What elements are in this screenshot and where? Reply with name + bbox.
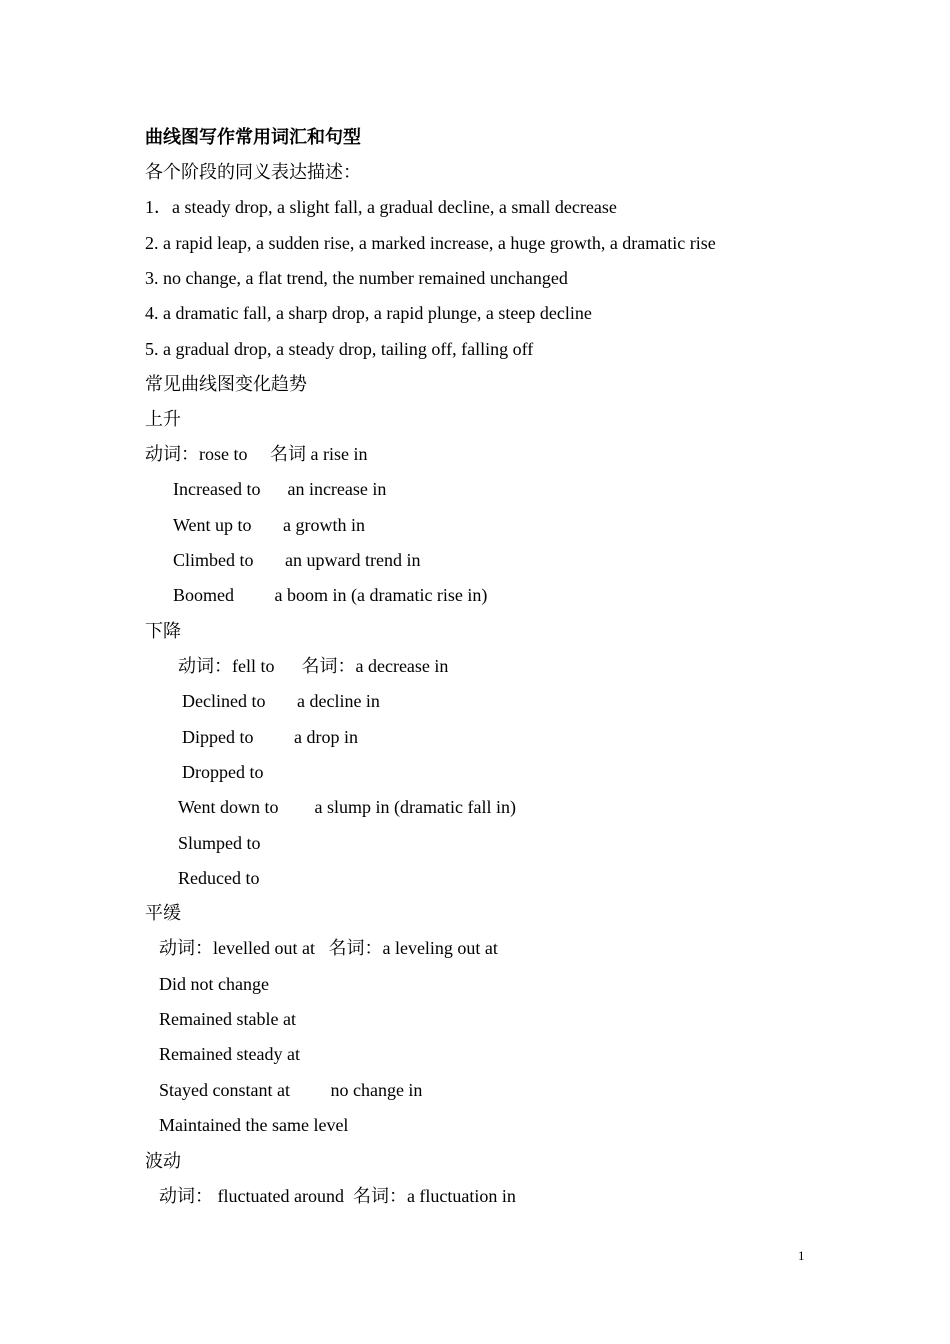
text-line: Went down to a slump in (dramatic fall in): [178, 797, 516, 817]
text-line: Declined to a decline in: [182, 691, 380, 711]
text-line: 3. no change, a flat trend, the number remained unchanged: [145, 268, 568, 288]
text-line: 动词： fluctuated around 名词：a fluctuation in: [159, 1186, 516, 1206]
page-number: 1: [798, 1248, 805, 1263]
section-heading: 常见曲线图变化趋势: [145, 374, 307, 394]
text-line: Remained stable at: [159, 1009, 296, 1029]
text-line: Slumped to: [178, 833, 261, 853]
text-line: Increased to an increase in: [173, 479, 387, 499]
text-line: Maintained the same level: [159, 1115, 349, 1135]
text-line: 1．a steady drop, a slight fall, a gradual decline, a small decrease: [145, 197, 617, 217]
text-line: Stayed constant at no change in: [159, 1080, 423, 1100]
section-heading: 平缓: [145, 903, 181, 923]
text-line: Went up to a growth in: [173, 515, 366, 535]
section-heading: 波动: [145, 1151, 181, 1171]
text-line: 2. a rapid leap, a sudden rise, a marked increase, a huge growth, a dramatic rise: [145, 233, 716, 253]
text-line: 动词：levelled out at 名词：a leveling out at: [159, 938, 498, 958]
text-line: Dropped to: [182, 762, 264, 782]
section-heading: 下降: [145, 621, 181, 641]
text-line: Remained steady at: [159, 1044, 300, 1064]
text-line: 5. a gradual drop, a steady drop, tailing off, falling off: [145, 339, 534, 359]
document-title: 曲线图写作常用词汇和句型: [145, 127, 361, 147]
text-line: Climbed to an upward trend in: [173, 550, 421, 570]
text-line: 动词：rose to 名词 a rise in: [145, 444, 368, 464]
text-line: 动词：fell to 名词：a decrease in: [178, 656, 449, 676]
text-line: 各个阶段的同义表达描述：: [145, 162, 361, 182]
text-line: Dipped to a drop in: [182, 727, 358, 747]
text-line: Boomed a boom in (a dramatic rise in): [173, 585, 488, 605]
text-line: 4. a dramatic fall, a sharp drop, a rapid plunge, a steep decline: [145, 303, 592, 323]
text-line: Reduced to: [178, 868, 260, 888]
text-line: Did not change: [159, 974, 269, 994]
section-heading: 上升: [145, 409, 181, 429]
